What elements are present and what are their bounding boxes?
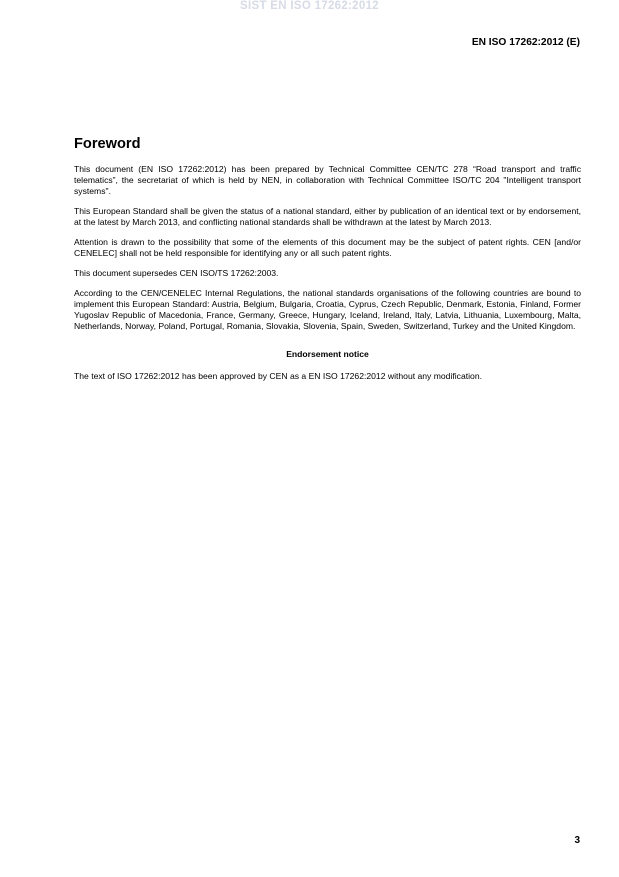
foreword-paragraph-countries: According to the CEN/CENELEC Internal Regulations, the national standards organisations of the following countries are bound to implement this European Standard: Austria, Belgium, Bulgaria, Croatia, Cyprus, Czech Republic, Denmark, Estonia, Finland, Former Yugoslav Republic of Macedonia, France, Germany, Greece, Hungary, Iceland, Ireland, Italy, Latvia, Lithuania, Luxembourg, Malta, Netherlands, Norway, Poland, Portugal, Romania, Slovakia, Slovenia, Spain, Sweden, Switzerland, Turkey and the United Kingdom. — [74, 288, 581, 331]
endorsement-heading: Endorsement notice — [286, 349, 369, 359]
foreword-paragraph-preparation: This document (EN ISO 17262:2012) has been prepared by Technical Committee CEN/TC 278 “Road transport and traffic telematics”, the secretariat of which is held by NEN, in collaboration with Technical Committee ISO/TC 204 "Intelligent transport systems". — [74, 164, 581, 196]
foreword-paragraph-supersedes: This document supersedes CEN ISO/TS 17262:2003. — [74, 268, 279, 278]
document-reference: EN ISO 17262:2012 (E) — [471, 37, 580, 48]
foreword-paragraph-status: This European Standard shall be given the status of a national standard, either by publication of an identical text or by endorsement, at the latest by March 2013, and conflicting national standards shall be withdrawn at the latest by March 2013. — [74, 206, 581, 227]
page-number: 3 — [574, 835, 580, 846]
foreword-title: Foreword — [74, 136, 141, 152]
foreword-paragraph-patents: Attention is drawn to the possibility that some of the elements of this document may be the subject of patent rights. CEN [and/or CENELEC] shall not be held responsible for identifying any or all such patent rights. — [74, 237, 581, 258]
watermark: SIST EN ISO 17262:2012 — [240, 0, 379, 12]
endorsement-text: The text of ISO 17262:2012 has been approved by CEN as a EN ISO 17262:2012 without any modification. — [74, 371, 482, 381]
page-content — [74, 136, 581, 391]
